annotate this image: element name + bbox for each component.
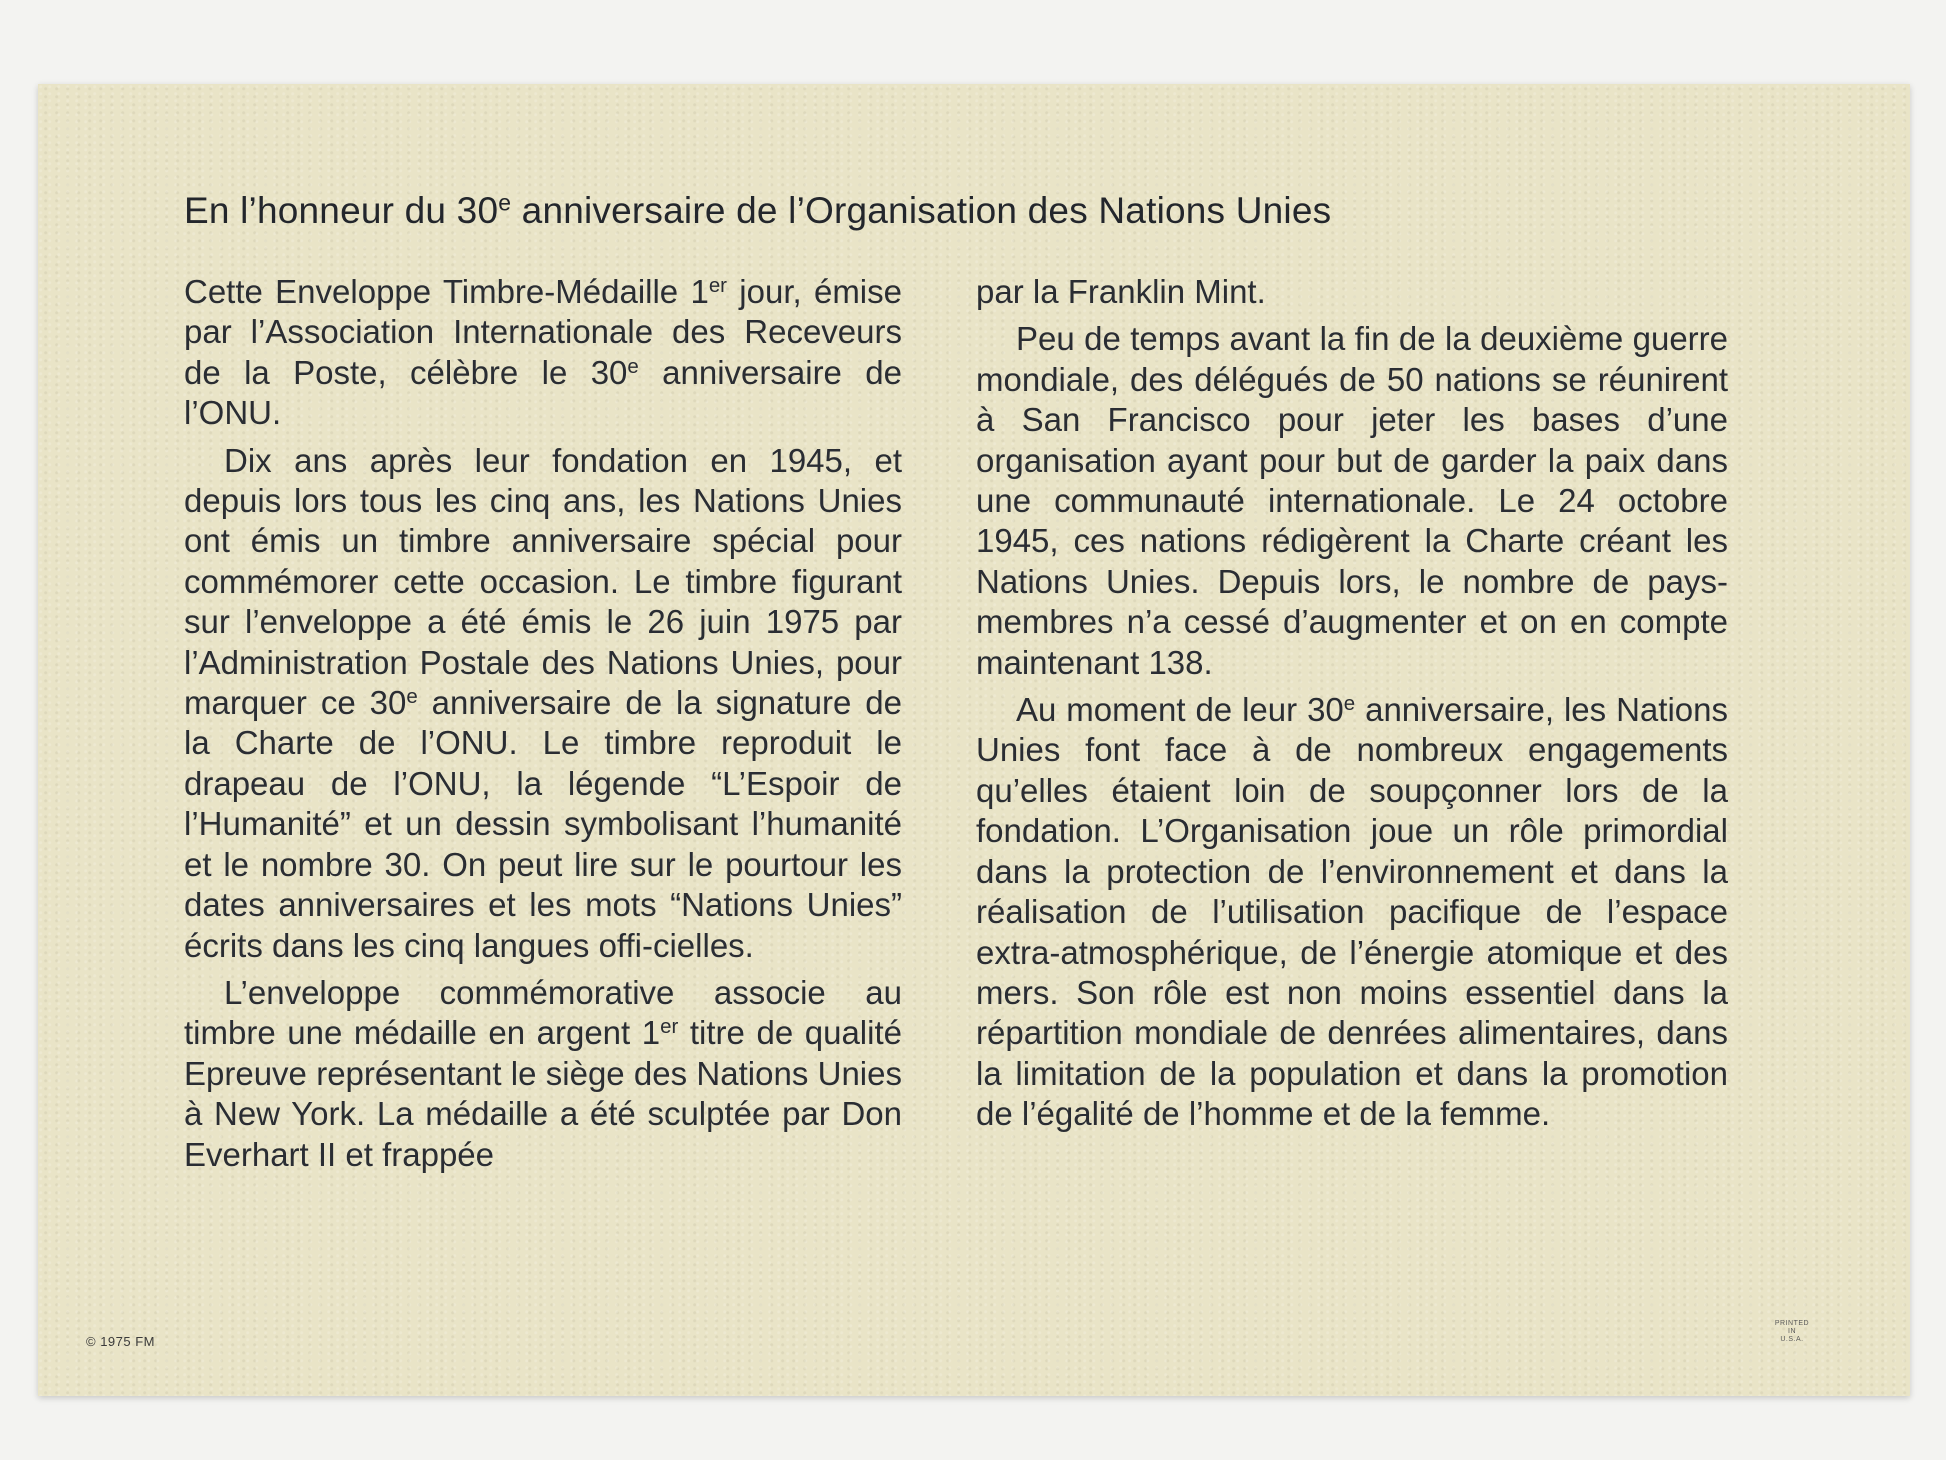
copyright-notice: © 1975 FM (86, 1334, 155, 1349)
title-text-rest: anniversaire de l’Organisation des Nations Unies (511, 190, 1332, 231)
paragraph-intro: Cette Enveloppe Timbre-Médaille 1er jour, émise par l’Association Internationale des Receveurs de la Poste, célèbre le 30e anniversaire de l’ONU. (184, 273, 902, 432)
left-column (184, 272, 902, 1182)
paragraph-continuation: par la Franklin Mint. (976, 273, 1266, 310)
card-title (184, 190, 1331, 232)
right-column (976, 272, 1728, 1142)
paragraph-mission: Au moment de leur 30e anniversaire, les Nations Unies font face à de nombreux engagements qu’elles étaient loin de soupçonner lors de la fondation. L’Organisation joue un rôle primordial dans la protection de l’environnement et dans la réalisation de l’utilisation pacifique de l’espace extra-atmosphérique, de l’énergie atomique et des mers. Son rôle est non moins essentiel dans la répartition mondiale de denrées alimentaires, dans la limitation de la population et dans la promotion de l’égalité de l’homme et de la femme. (976, 691, 1728, 1133)
info-card (38, 84, 1910, 1396)
paragraph-history: Peu de temps avant la fin de la deuxième guerre mondiale, des délégués de 50 nations se réunirent à San Francisco pour jeter les bases d’une organisation ayant pour but de garder la paix dans une communauté internationale. Le 24 octobre 1945, ces nations rédigèrent la Charte créant les Nations Unies. Depuis lors, le nombre de pays-membres n’a cessé d’augmenter et on en compte maintenant 138. (976, 320, 1728, 681)
paragraph-stamp: Dix ans après leur fondation en 1945, et depuis lors tous les cinq ans, les Nations Unies ont émis un timbre anniversaire spécial pour commémorer cette occasion. Le timbre figurant sur l’enveloppe a été émis le 26 juin 1975 par l’Administration Postale des Nations Unies, pour marquer ce 30e anniversaire de la signature de la Charte de l’ONU. Le timbre reproduit le drapeau de l’ONU, la légende “L’Espoir de l’Humanité” et un dessin symbolisant l’humanité et le nombre 30. On peut lire sur le pourtour les dates anniversaires et les mots “Nations Unies” écrits dans les cinq langues offi-cielles. (184, 441, 903, 964)
printed-in-usa-mark: PRINTED IN U.S.A. (1774, 1320, 1810, 1343)
title-superscript: e (498, 189, 512, 216)
paragraph-medal: L’enveloppe commémorative associe au timbre une médaille en argent 1er titre de qualité Epreuve représentant le siège des Nations Unies à New York. La médaille a été sculptée par Don Everhart II et frappée (184, 973, 902, 1173)
title-text: En l’honneur du 30 (184, 190, 499, 231)
